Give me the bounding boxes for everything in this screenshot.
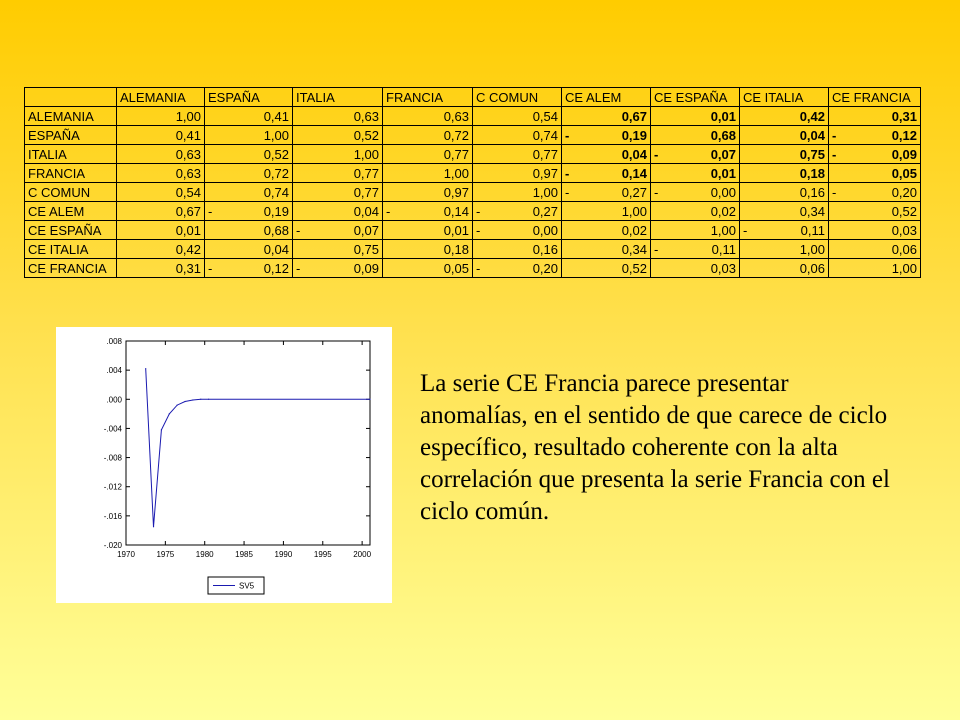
- cell-value: 0,16: [799, 184, 825, 200]
- column-header: FRANCIA: [383, 88, 473, 107]
- table-cell: [473, 259, 562, 278]
- cell-value: 0,41: [175, 127, 201, 143]
- y-tick-label: .008: [106, 337, 122, 346]
- table-cell: [562, 126, 651, 145]
- cell-value: 0,52: [891, 203, 917, 219]
- row-header: ALEMANIA: [25, 107, 117, 126]
- table-cell: [829, 145, 921, 164]
- x-tick-label: 1990: [274, 550, 293, 559]
- cell-value: 0,74: [532, 127, 558, 143]
- table-cell: [829, 221, 921, 240]
- negative-sign: -: [565, 127, 570, 143]
- table-cell: [473, 221, 562, 240]
- line-chart: [56, 327, 392, 603]
- y-tick-label: -.004: [103, 424, 122, 434]
- x-tick-label: 1970: [117, 550, 135, 559]
- cell-value: 0,75: [353, 241, 379, 257]
- cell-value: 1,00: [353, 146, 379, 162]
- table-cell: [383, 259, 473, 278]
- table-cell: [205, 240, 293, 259]
- negative-sign: -: [476, 203, 481, 219]
- y-tick-label: .004: [106, 366, 122, 376]
- cell-value: 0,63: [353, 108, 379, 124]
- table-cell: [205, 126, 293, 145]
- table-cell: [651, 202, 740, 221]
- negative-sign: -: [654, 241, 659, 257]
- cell-value: 0,04: [621, 146, 647, 162]
- table-cell: [293, 183, 383, 202]
- cell-value: 0,52: [621, 260, 647, 276]
- data-point: [192, 399, 193, 400]
- table-cell: [383, 183, 473, 202]
- cell-value: 0,34: [621, 241, 647, 257]
- data-point: [153, 526, 154, 527]
- table-cell: [651, 183, 740, 202]
- cell-value: 0,52: [353, 127, 379, 143]
- table-cell: [651, 164, 740, 183]
- table-cell: [740, 202, 829, 221]
- column-header: CE ESPAÑA: [651, 88, 740, 107]
- table-cell: [293, 107, 383, 126]
- table-cell: [829, 240, 921, 259]
- data-point: [208, 399, 209, 400]
- table-cell: [740, 240, 829, 259]
- table-cell: [473, 164, 562, 183]
- cell-value: 0,67: [175, 203, 201, 219]
- column-header: CE ITALIA: [740, 88, 829, 107]
- table-cell: [383, 126, 473, 145]
- cell-value: 0,20: [532, 260, 558, 276]
- negative-sign: -: [296, 260, 301, 276]
- table-cell: [117, 107, 205, 126]
- cell-value: 0,09: [353, 260, 379, 276]
- table-cell: [293, 126, 383, 145]
- cell-value: 1,00: [532, 184, 558, 200]
- table-cell: [473, 145, 562, 164]
- cell-value: 0,11: [800, 222, 825, 238]
- column-header: ALEMANIA: [117, 88, 205, 107]
- table-corner-cell: [25, 88, 117, 107]
- y-tick-label: .000: [106, 395, 122, 405]
- cell-value: 0,75: [799, 146, 825, 162]
- table-cell: [117, 259, 205, 278]
- cell-value: 0,31: [175, 260, 201, 276]
- table-header-row: [25, 88, 921, 107]
- table-cell: [562, 202, 651, 221]
- row-header: FRANCIA: [25, 164, 117, 183]
- cell-value: 0,97: [532, 165, 558, 181]
- cell-value: 0,03: [891, 222, 917, 238]
- table-cell: [473, 183, 562, 202]
- table-cell: [651, 145, 740, 164]
- table-cell: [740, 259, 829, 278]
- cell-value: 0,63: [443, 108, 469, 124]
- negative-sign: -: [743, 222, 748, 238]
- cell-value: 0,12: [891, 127, 917, 143]
- cell-value: 0,20: [891, 184, 917, 200]
- cell-value: 0,06: [891, 241, 917, 257]
- cell-value: 0,05: [891, 165, 917, 181]
- negative-sign: -: [832, 127, 837, 143]
- table-cell: [740, 164, 829, 183]
- cell-value: 0,11: [711, 241, 736, 257]
- cell-value: 0,27: [532, 203, 558, 219]
- table-cell: [562, 259, 651, 278]
- table-row: [25, 259, 921, 278]
- table-cell: [562, 183, 651, 202]
- negative-sign: -: [476, 222, 481, 238]
- negative-sign: -: [296, 222, 301, 238]
- column-header: ITALIA: [293, 88, 383, 107]
- table-row: [25, 107, 921, 126]
- cell-value: 0,68: [710, 127, 736, 143]
- cell-value: 1,00: [443, 165, 469, 181]
- cell-value: 0,77: [532, 146, 558, 162]
- table-cell: [473, 202, 562, 221]
- cell-value: 0,05: [443, 260, 469, 276]
- table-cell: [651, 259, 740, 278]
- row-header: C COMUN: [25, 183, 117, 202]
- x-tick-label: 2000: [353, 550, 372, 559]
- column-header: ESPAÑA: [205, 88, 293, 107]
- cell-value: 0,34: [799, 203, 825, 219]
- data-point: [369, 399, 370, 400]
- negative-sign: -: [476, 260, 481, 276]
- table-cell: [117, 145, 205, 164]
- table-cell: [562, 107, 651, 126]
- table-cell: [205, 202, 293, 221]
- cell-value: 0,74: [263, 184, 289, 200]
- row-header: ITALIA: [25, 145, 117, 164]
- cell-value: 0,77: [353, 165, 379, 181]
- negative-sign: -: [654, 184, 659, 200]
- table-row: [25, 164, 921, 183]
- cell-value: 0,04: [799, 127, 825, 143]
- table-row: [25, 240, 921, 259]
- cell-value: 0,54: [175, 184, 201, 200]
- table-cell: [473, 107, 562, 126]
- table-cell: [205, 221, 293, 240]
- cell-value: 0,09: [891, 146, 917, 162]
- row-header: CE FRANCIA: [25, 259, 117, 278]
- column-header: C COMUN: [473, 88, 562, 107]
- data-point: [177, 405, 178, 406]
- cell-value: 0,31: [891, 108, 917, 124]
- cell-value: 0,67: [621, 108, 647, 124]
- table-row: [25, 126, 921, 145]
- table-cell: [651, 126, 740, 145]
- row-header: CE ITALIA: [25, 240, 117, 259]
- negative-sign: -: [208, 203, 213, 219]
- negative-sign: -: [565, 184, 570, 200]
- negative-sign: -: [832, 146, 837, 162]
- cell-value: 0,02: [710, 203, 736, 219]
- cell-value: 0,19: [621, 127, 647, 143]
- cell-value: 0,77: [353, 184, 379, 200]
- description-text: La serie CE Francia parece presentar anomalías, en el sentido de que carece de ciclo específico, resultado coherente con la alta correlación que presenta la serie Francia con el ciclo común.: [420, 370, 890, 525]
- table-row: [25, 202, 921, 221]
- cell-value: 0,00: [710, 184, 736, 200]
- table-cell: [205, 164, 293, 183]
- cell-value: 0,63: [175, 146, 201, 162]
- cell-value: 0,19: [263, 203, 289, 219]
- chart-panel: [56, 327, 392, 603]
- table-cell: [740, 221, 829, 240]
- table-cell: [740, 183, 829, 202]
- table-cell: [293, 221, 383, 240]
- cell-value: 0,18: [799, 165, 825, 181]
- y-tick-label: -.008: [103, 453, 122, 463]
- cell-value: 0,68: [263, 222, 289, 238]
- table-cell: [651, 240, 740, 259]
- table-cell: [829, 107, 921, 126]
- cell-value: 0,72: [263, 165, 289, 181]
- cell-value: 1,00: [263, 127, 289, 143]
- table-body: [25, 107, 921, 278]
- table-cell: [205, 145, 293, 164]
- cell-value: 1,00: [621, 203, 647, 219]
- cell-value: 0,00: [532, 222, 558, 238]
- cell-value: 0,63: [175, 165, 201, 181]
- cell-value: 1,00: [175, 108, 201, 124]
- cell-value: 0,42: [175, 241, 201, 257]
- table-cell: [740, 145, 829, 164]
- table-cell: [651, 221, 740, 240]
- table-cell: [293, 259, 383, 278]
- table-cell: [383, 107, 473, 126]
- y-tick-label: -.016: [103, 511, 122, 521]
- table-cell: [293, 145, 383, 164]
- row-header: CE ESPAÑA: [25, 221, 117, 240]
- table-cell: [562, 240, 651, 259]
- table-cell: [117, 202, 205, 221]
- row-header: CE ALEM: [25, 202, 117, 221]
- table-cell: [117, 183, 205, 202]
- table-cell: [117, 126, 205, 145]
- table-cell: [829, 164, 921, 183]
- table-cell: [383, 164, 473, 183]
- cell-value: 0,07: [353, 222, 379, 238]
- negative-sign: -: [386, 203, 391, 219]
- cell-value: 0,14: [443, 203, 469, 219]
- cell-value: 1,00: [799, 241, 825, 257]
- cell-value: 0,54: [532, 108, 558, 124]
- table-cell: [205, 183, 293, 202]
- table-cell: [205, 107, 293, 126]
- cell-value: 0,01: [710, 108, 736, 124]
- table-cell: [293, 164, 383, 183]
- y-tick-label: -.012: [103, 482, 122, 492]
- table-cell: [651, 107, 740, 126]
- table-cell: [562, 164, 651, 183]
- data-point: [200, 399, 201, 400]
- y-tick-label: -.020: [103, 541, 122, 550]
- correlation-table: [24, 87, 921, 278]
- cell-value: 0,04: [353, 203, 379, 219]
- table-cell: [383, 145, 473, 164]
- data-point: [161, 429, 162, 430]
- table-cell: [829, 202, 921, 221]
- table-cell: [383, 221, 473, 240]
- cell-value: 0,18: [443, 241, 469, 257]
- cell-value: 0,97: [443, 184, 469, 200]
- series-line-sv5: [146, 369, 370, 527]
- table-cell: [829, 183, 921, 202]
- data-point: [184, 401, 185, 402]
- table-cell: [562, 145, 651, 164]
- table-cell: [562, 221, 651, 240]
- cell-value: 1,00: [891, 260, 917, 276]
- data-point: [145, 368, 146, 369]
- row-header: ESPAÑA: [25, 126, 117, 145]
- table-cell: [740, 107, 829, 126]
- table-cell: [293, 202, 383, 221]
- cell-value: 0,27: [621, 184, 647, 200]
- cell-value: 0,14: [621, 165, 647, 181]
- table-cell: [383, 202, 473, 221]
- table-cell: [740, 126, 829, 145]
- cell-value: 0,06: [799, 260, 825, 276]
- column-header: CE FRANCIA: [829, 88, 921, 107]
- cell-value: 0,42: [799, 108, 825, 124]
- x-tick-label: 1985: [235, 550, 253, 559]
- cell-value: 0,41: [263, 108, 289, 124]
- cell-value: 0,04: [263, 241, 289, 257]
- negative-sign: -: [565, 165, 570, 181]
- cell-value: 0,03: [710, 260, 736, 276]
- table-cell: [205, 259, 293, 278]
- table-cell: [473, 240, 562, 259]
- table-row: [25, 221, 921, 240]
- table-cell: [473, 126, 562, 145]
- data-point: [169, 413, 170, 414]
- cell-value: 0,72: [443, 127, 469, 143]
- table-cell: [117, 221, 205, 240]
- table-cell: [829, 126, 921, 145]
- cell-value: 0,01: [443, 222, 469, 238]
- cell-value: 0,12: [263, 260, 289, 276]
- cell-value: 0,77: [443, 146, 469, 162]
- table-cell: [383, 240, 473, 259]
- legend-label: SV5: [239, 581, 255, 591]
- negative-sign: -: [832, 184, 837, 200]
- cell-value: 0,52: [263, 146, 289, 162]
- plot-frame: [126, 341, 370, 545]
- table-cell: [117, 240, 205, 259]
- x-tick-label: 1980: [195, 550, 214, 559]
- column-header: CE ALEM: [562, 88, 651, 107]
- table-row: [25, 183, 921, 202]
- table-cell: [829, 259, 921, 278]
- table-cell: [117, 164, 205, 183]
- cell-value: 0,16: [532, 241, 558, 257]
- table-row: [25, 145, 921, 164]
- x-tick-label: 1975: [156, 550, 175, 559]
- cell-value: 0,07: [710, 146, 736, 162]
- cell-value: 1,00: [710, 222, 736, 238]
- cell-value: 0,02: [621, 222, 647, 238]
- negative-sign: -: [208, 260, 213, 276]
- x-tick-label: 1995: [313, 550, 332, 559]
- cell-value: 0,01: [175, 222, 201, 238]
- negative-sign: -: [654, 146, 659, 162]
- table-cell: [293, 240, 383, 259]
- cell-value: 0,01: [710, 165, 736, 181]
